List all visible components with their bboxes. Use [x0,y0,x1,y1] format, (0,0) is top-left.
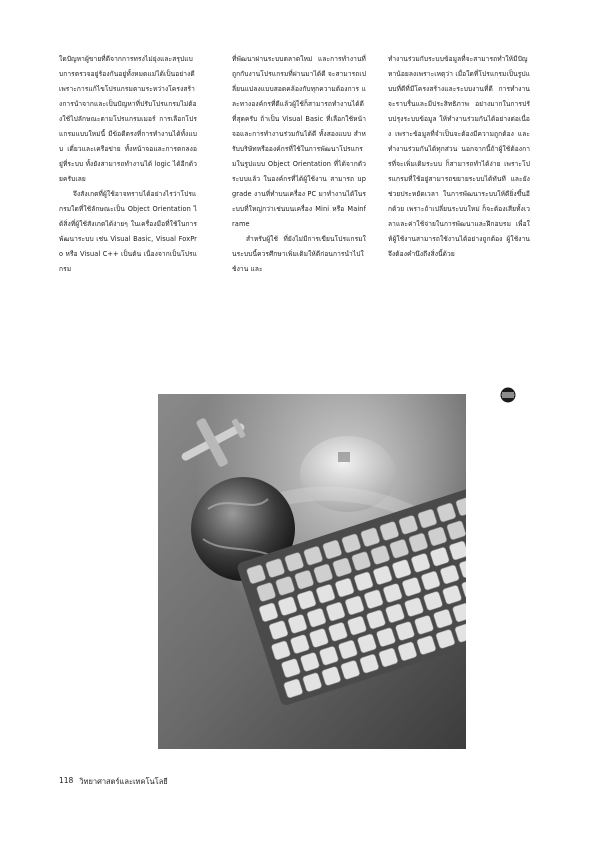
article-column-2 [232,52,366,277]
paragraph: ที่พัฒนาผ่านระบบตลาดใหม่ และการทำงานที่ถูกกับงานโปรแกรมที่ผ่านมาได้ดี จะสามารถเปลี่ยนแปลงแบบสอดคล้องกับทุกความต้องการ และทางองค์กรที่ดีแล้วผู้ใช้ก็สามารถทำงานได้ดีที่สุดครับ ถ้าเป็น Visual Basic ที่เลือกใช้หน้าจอและการทำงานร่วมกันได้ดี ทั้งสองแบบ สำหรับบริษัทหรือองค์กรที่ใช้ในการพัฒนาโปรแกรมในรูปแบบ Object Orientation ที่ได้จากตัวระบบแล้ว ในองค์กรที่ได้ผู้ใช้งาน สามารถ upgrade งานที่ทำบนเครื่อง PC มาทำงานได้ในระบบที่ใหญ่กว่าเช่นบนเครื่อง Mini หรือ Mainframe [232,55,366,228]
end-of-article-icon [500,387,516,403]
publication-title: วิทยาศาสตร์และเทคโนโลยี [79,777,168,786]
article-column-3 [388,52,530,262]
page-number: 118 [59,776,74,785]
page-footer [59,776,168,788]
paragraph: ทำงานร่วมกับระบบข้อมูลที่จะสามารถทำให้มีปัญหาน้อยลงเพราะเหตุว่า เมื่อใดที่โปรแกรมเป็นรูปแบบที่ดีที่มีโครงสร้างและระบบงานที่ดี การทำงานจะราบรื่นและมีประสิทธิภาพ อย่างมากในการปรับปรุงระบบข้อมูล ให้ทำงานร่วมกันได้อย่างต่อเนื่อง เพราะข้อมูลที่จำเป็นจะต้องมีความถูกต้อง และทำงานร่วมกันได้ทุกส่วน นอกจากนี้ถ้าผู้ใช้ต้องการที่จะเพิ่มเติมระบบ ก็สามารถทำได้ง่าย เพราะโปรแกรมที่ใช้อยู่สามารถขยายระบบได้ทันที และยังช่วยประหยัดเวลา ในการพัฒนาระบบให้ดียิ่งขึ้นอีกด้วย เพราะถ้าเปลี่ยนระบบใหม่ ก็จะต้องเสียทั้งเวลาและค่าใช้จ่ายในการพัฒนาและฝึกอบรม เพื่อให้ผู้ใช้งานสามารถใช้งานได้อย่างถูกต้อง ผู้ใช้งานจึงต้องคำนึงถึงสิ่งนี้ด้วย [388,55,530,258]
paragraph: ใดปัญหาผู้ขายที่ดีจากการทรงไม่ยุ่งและสรุปแบบการตรวจอยู่ร้องกันอยู่ทั้งหมดแม่ได้เป็นอย่างดี เพราะการแก้ไขโปรแกรมตามระหว่างโครงสร้างการนำจากและเป็นปัญหาที่ปรับโปรแกรมไม่ต้องใช้ไปลักษณะตามโปรแกรมเมอร์ การเลือกโปรแกรมแบบใหม่นี้ มีข้อดีตรงที่การทำงานได้ทั้งแบบ เดี่ยวและเครือข่าย ทั้งหน้าจอและการตกลงอยู่ที่ระบบ ทั้งยังสามารถทำงานได้ logic ได้อีกด้วยครับเลย [59,55,197,183]
article-column-1 [59,52,197,277]
article-photo [158,394,466,749]
keyboard-globe-illustration [158,394,466,749]
paragraph: สำหรับผู้ใช้ ที่ยังไม่มีการเขียนโปรแกรมในระบบนี้ควรศึกษาเพิ่มเติมให้ดีก่อนการนำไปใช้งาน และ [232,235,366,273]
paragraph: จึงสังเกตที่ผู้ใช้อาจทราบได้อย่างไรว่าโปรแกรมใดที่ใช้ลักษณะเป็น Object Orientation ได้สิ่งที่ผู้ใช้สังเกตได้ง่ายๆ ในเครื่องมือที่ใช้ในการพัฒนาระบบ เช่น Visual Basic, Visual FoxPro หรือ Visual C++ เป็นต้น เนื่องจากเป็นโปรแกรม [59,190,197,273]
